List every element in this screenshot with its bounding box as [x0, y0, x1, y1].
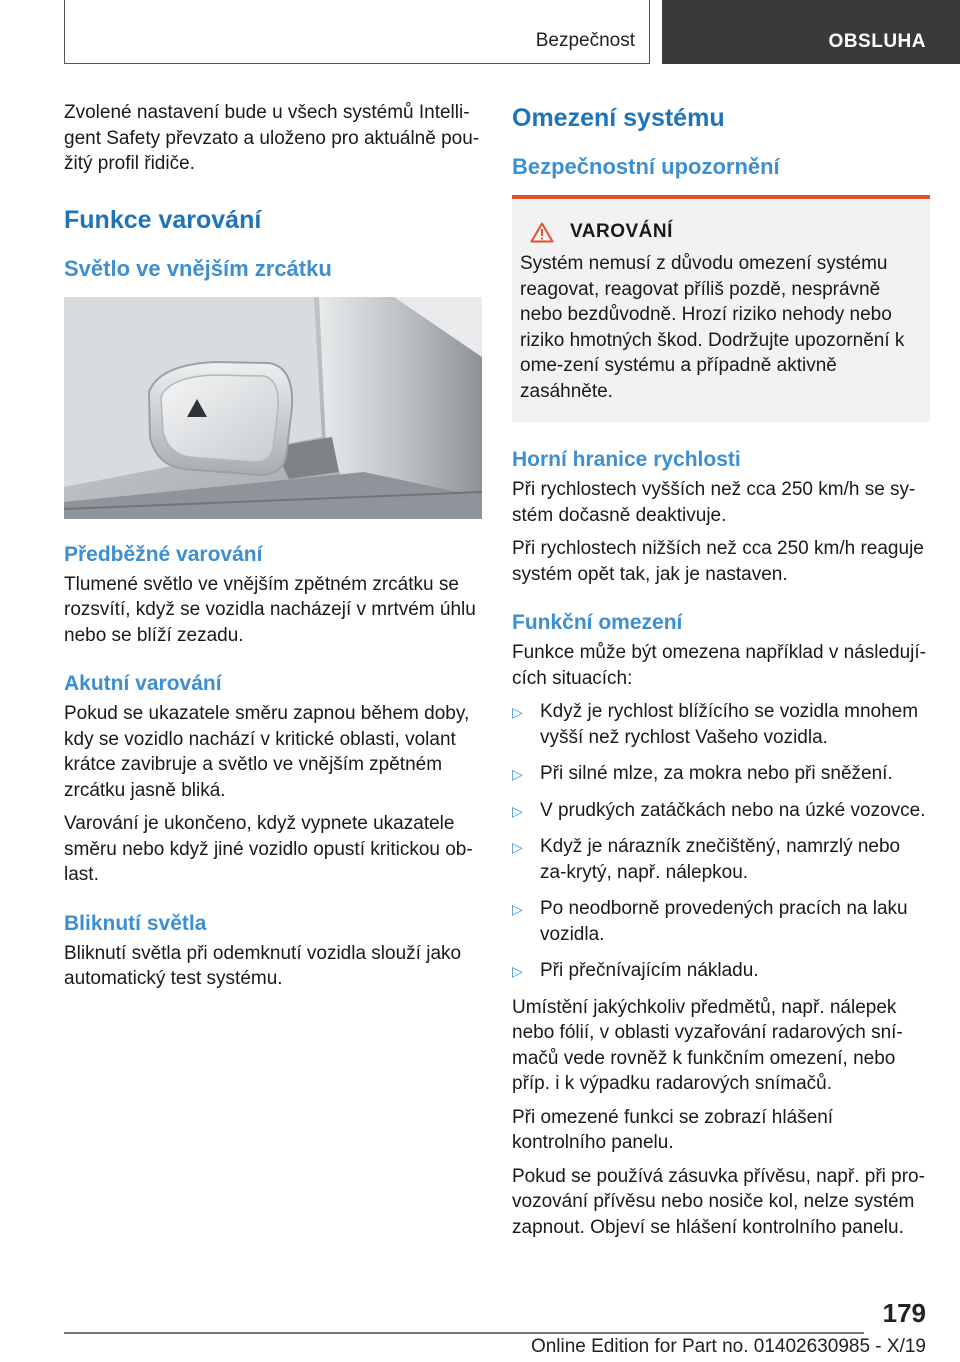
acute-warning-text: Pokud se ukazatele směru zapnou během doby, kdy se vozidlo nachází v kritické oblasti, volant krátce zavibruje a světlo ve vnějším zpětném zrcátku jasně bliká. — [64, 703, 470, 801]
list-item: ▷ Když je rychlost blížícího se vozidla mnohem vyšší než rychlost Vašeho vozidla. — [512, 701, 919, 748]
warning-text: Systém nemusí z důvodu omezení systému reagovat, reagovat příliš pozdě, nesprávně nebo bezdůvodně. Hrozí riziko nehody nebo riziko hmotných škod. Dodržujte upozornění k ome-zení systému a případně aktivně zasáhněte. — [520, 253, 905, 402]
speed-limit-text-1: Při rychlostech vyšších než cca 250 km/h se sy-stém dočasně deaktivuje. — [512, 479, 916, 526]
limits-list — [512, 699, 930, 984]
left-column — [64, 100, 482, 1000]
light-flash-title: Bliknutí světla — [64, 911, 207, 935]
header-section-title: Bezpečnost — [535, 30, 635, 51]
triangle-bullet-icon: ▷ — [512, 802, 523, 819]
section-heading-system-limits: Omezení systému — [512, 104, 725, 132]
triangle-bullet-icon: ▷ — [512, 766, 523, 782]
chapter-title: OBSLUHA — [828, 31, 926, 52]
triangle-bullet-icon: ▷ — [512, 901, 523, 917]
triangle-bullet-icon: ▷ — [512, 839, 523, 855]
subheading-mirror-light: Světlo ve vnějším zrcátku — [64, 255, 332, 281]
section-heading-warning-functions: Funkce varování — [64, 205, 262, 234]
acute-warning-end-text: Varování je ukončeno, když vypnete ukazatele směru nebo když jiné vozidlo opustí kritickou ob-last. — [64, 813, 473, 885]
warning-header — [530, 221, 922, 243]
list-item: ▷ V prudkých zatáčkách nebo na úzké vozovce. — [512, 798, 930, 824]
control-message-paragraph: Při omezené funkci se zobrazí hlášení kontrolního panelu. — [512, 1106, 834, 1153]
prewarning-title: Předběžné varování — [64, 542, 263, 566]
speed-limit-text-2: Při rychlostech nižších než cca 250 km/h reaguje systém opět tak, jak je nastaven. — [512, 538, 924, 585]
trailer-socket-paragraph: Pokud se používá zásuvka přívěsu, např. při pro-vozování přívěsu nebo nosiče kol, nelze systém zapnout. Objeví se hlášení kontrolního panelu. — [512, 1165, 925, 1238]
warning-box — [512, 195, 930, 422]
footer-divider — [64, 1332, 864, 1334]
triangle-bullet-icon: ▷ — [512, 704, 523, 720]
prewarning-text: Tlumené světlo ve vnějším zpětném zrcátku se rozsvítí, když se vozidla nacházejí v mrtvém úhlu nebo se blíží zezadu. — [64, 573, 476, 646]
right-column — [512, 100, 930, 1248]
page-number: 179 — [882, 1298, 926, 1328]
intro-paragraph: Zvolené nastavení bude u všech systémů Intelli-gent Safety převzato a uloženo pro aktuálně pou-žitý profil řidiče. — [64, 102, 480, 174]
list-item: ▷ Při přečnívajícím nákladu. — [512, 958, 930, 984]
acute-warning-title: Akutní varování — [64, 672, 222, 695]
sticker-paragraph: Umístění jakýchkoliv předmětů, např. nálepek nebo fólií, v oblasti vyzařování radarových sní-mačů vede rovněž k funkčním omezení, nebo příp. i k výpadku radarových snímačů. — [512, 996, 903, 1094]
warning-triangle-icon — [530, 222, 554, 243]
light-flash-text: Bliknutí světla při odemknutí vozidla slouží jako automatický test systému. — [64, 942, 462, 989]
speed-limit-title: Horní hranice rychlosti — [512, 448, 741, 471]
edition-footer: Online Edition for Part no. 01402630985 - X/19 — [530, 1336, 926, 1357]
function-limits-title: Funkční omezení — [512, 611, 683, 634]
triangle-bullet-icon: ▷ — [512, 963, 523, 979]
list-item: ▷ Při silné mlze, za mokra nebo při sněžení. — [512, 761, 930, 787]
side-mirror-illustration — [64, 297, 482, 519]
running-header — [64, 0, 650, 64]
list-item: ▷ Po neodborně provedených pracích na laku vozidla. — [512, 898, 908, 945]
list-item: ▷ Když je nárazník znečištěný, namrzlý nebo za-krytý, např. nálepkou. — [512, 836, 901, 883]
subheading-safety-notes: Bezpečnostní upozornění — [512, 154, 780, 179]
chapter-tab — [662, 0, 960, 64]
function-limits-intro: Funkce může být omezena například v následují-cích situacích: — [512, 642, 926, 689]
warning-label: VAROVÁNÍ — [570, 221, 673, 242]
